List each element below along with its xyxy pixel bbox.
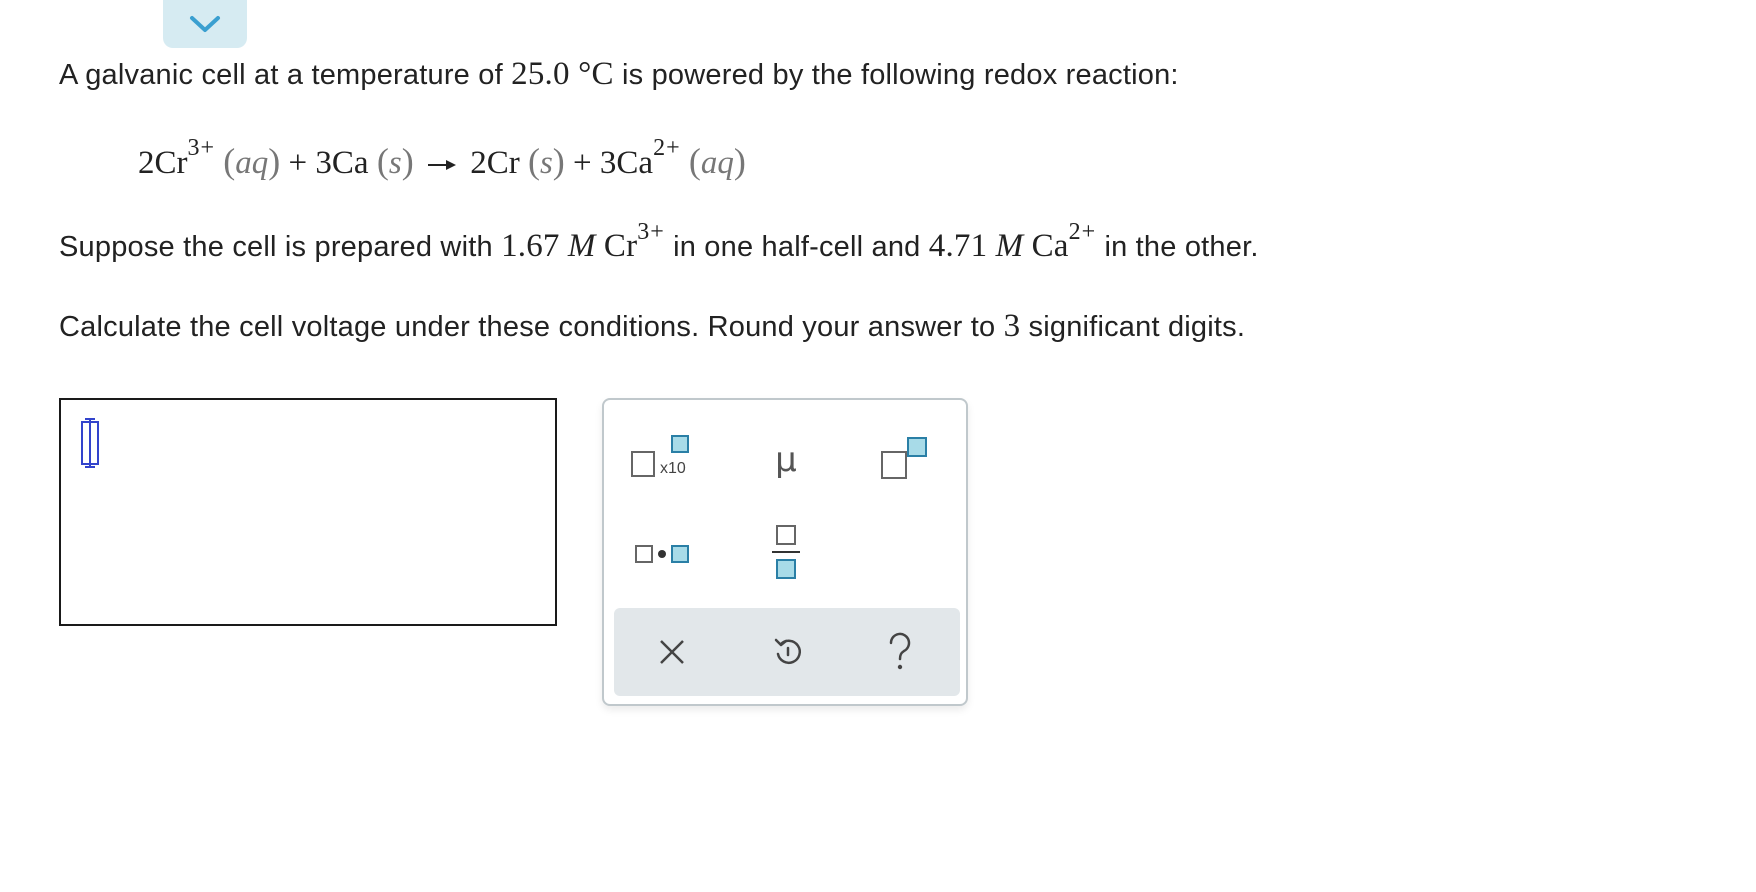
answer-input[interactable]	[59, 398, 557, 626]
scientific-notation-button[interactable]	[624, 430, 700, 490]
help-button[interactable]	[870, 622, 930, 682]
text-cursor-icon	[79, 418, 101, 468]
reaction-arrow-icon	[428, 158, 456, 172]
concentration1-charge: 3+	[637, 219, 665, 246]
close-icon	[658, 638, 686, 666]
collapse-toggle-button[interactable]	[163, 0, 247, 48]
redox-equation: $2Cr^{3+}$ (aq) + 3Ca (s) 2Cr $(s) + 3Ca^{2+}$ (aq)	[138, 135, 746, 181]
reactant1-species: Cr	[154, 145, 188, 181]
reactant2-phase: s	[388, 145, 402, 181]
problem-conditions	[59, 219, 1259, 265]
fraction-icon	[756, 518, 816, 588]
concentration-unit: M	[567, 228, 596, 264]
chevron-down-icon	[188, 14, 222, 34]
reactant2-species: Ca	[331, 145, 369, 181]
product1-coefficient: 2	[470, 145, 487, 181]
reactant2-coefficient: 3	[315, 145, 332, 181]
reactant1-phase: aq	[235, 145, 269, 181]
product2-coefficient: 3	[599, 145, 617, 181]
concentration1-value: 1.67	[501, 228, 560, 264]
clear-button[interactable]	[642, 622, 702, 682]
product2-charge: 2+	[653, 135, 681, 161]
significant-digits-value: 3	[1003, 308, 1021, 344]
superscript-icon	[874, 430, 934, 490]
micro-button[interactable]	[756, 430, 816, 490]
conditions-prefix: Suppose the cell is prepared with	[59, 231, 502, 263]
multiply-dot-icon	[624, 522, 700, 582]
x10-label: x10	[660, 460, 686, 477]
instruction-suffix: significant digits.	[1020, 311, 1246, 343]
reactant1-coefficient: 2	[138, 145, 155, 181]
intro-suffix: is powered by the following redox reaction:	[613, 59, 1179, 91]
palette-action-bar	[614, 608, 960, 696]
math-palette	[602, 398, 968, 706]
instruction-prefix: Calculate the cell voltage under these conditions. Round your answer to	[59, 311, 1004, 343]
concentration1-species: Cr	[603, 228, 638, 264]
undo-button[interactable]	[758, 622, 818, 682]
intro-prefix: A galvanic cell at a temperature of	[59, 59, 512, 91]
reactant1-charge: 3+	[187, 135, 216, 161]
product1-species: Cr	[486, 145, 520, 181]
concentration2-charge: 2+	[1068, 219, 1097, 246]
temperature-value: 25.0 °C	[511, 56, 614, 92]
product2-phase: aq	[700, 145, 734, 181]
fraction-button[interactable]	[756, 518, 816, 588]
concentration2-value: 4.71	[928, 228, 988, 264]
problem-intro	[59, 56, 1179, 93]
question-mark-icon	[886, 632, 914, 672]
product2-species: Ca	[616, 145, 654, 181]
product1-phase: s	[539, 145, 553, 181]
problem-instruction	[59, 308, 1245, 345]
conditions-mid: in one half-cell and	[664, 231, 929, 263]
plus-sign: +	[573, 145, 592, 181]
undo-icon	[772, 636, 804, 668]
plus-sign: +	[288, 145, 308, 181]
concentration2-species: Ca	[1031, 228, 1069, 264]
conditions-suffix: in the other.	[1096, 231, 1259, 263]
superscript-button[interactable]	[874, 430, 934, 490]
concentration-unit: M	[995, 228, 1024, 264]
mu-symbol: μ	[775, 440, 797, 480]
multiply-dot-button[interactable]	[624, 522, 700, 582]
